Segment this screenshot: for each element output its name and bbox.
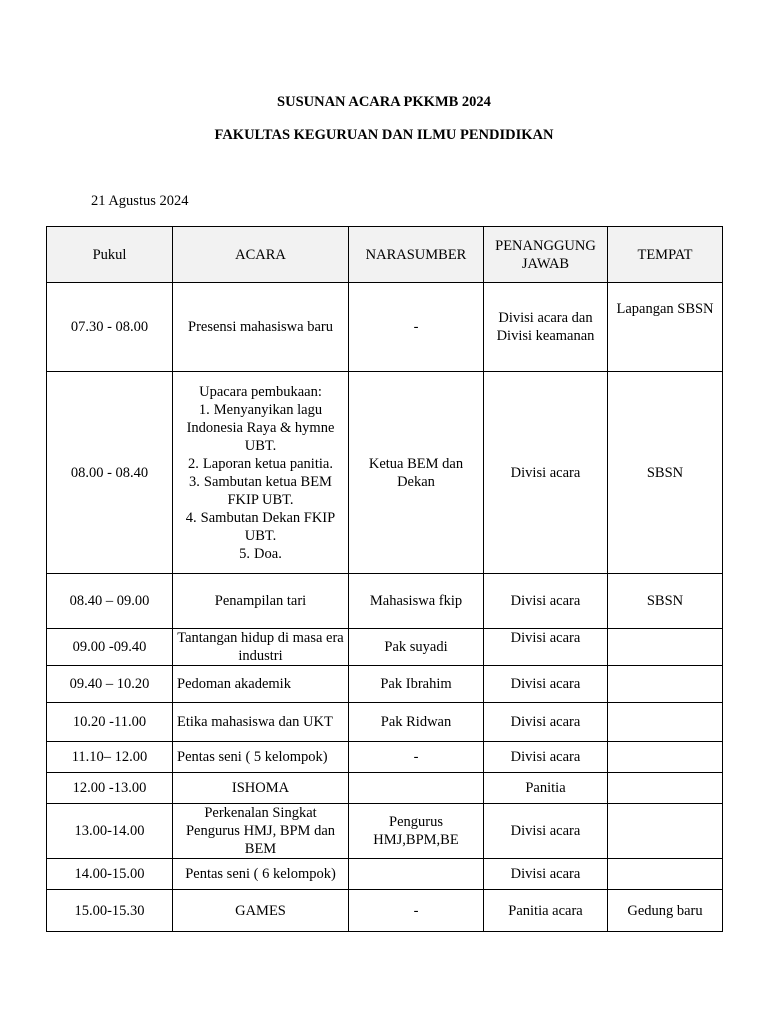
table-row	[47, 859, 723, 890]
table-row	[47, 283, 723, 372]
table-row	[47, 629, 723, 666]
list-number: 5.	[239, 545, 251, 562]
cell-speaker: Ketua BEM dan Dekan	[349, 372, 484, 574]
list-text: Sambutan ketua BEM FKIP UBT.	[203, 473, 332, 508]
list-item	[177, 401, 344, 455]
cell-time: 11.10– 12.00	[47, 742, 173, 773]
cell-time: 07.30 - 08.00	[47, 283, 173, 372]
cell-speaker: -	[349, 742, 484, 773]
list-text: Laporan ketua panitia.	[202, 455, 333, 472]
cell-place	[608, 773, 723, 804]
cell-event: Pentas seni ( 6 kelompok)	[173, 859, 349, 890]
list-text: Doa.	[254, 545, 282, 562]
cell-speaker: Mahasiswa fkip	[349, 574, 484, 629]
cell-place: Gedung baru	[608, 890, 723, 932]
cell-event: ISHOMA	[173, 773, 349, 804]
cell-time: 09.40 – 10.20	[47, 666, 173, 703]
table-row	[47, 804, 723, 859]
table-row	[47, 742, 723, 773]
column-header-acara: ACARA	[173, 227, 349, 283]
cell-place	[608, 666, 723, 703]
cell-speaker: Pak Ridwan	[349, 703, 484, 742]
schedule-table	[46, 226, 723, 932]
list-number: 4.	[185, 509, 197, 526]
cell-time: 09.00 -09.40	[47, 629, 173, 666]
cell-event: Pedoman akademik	[173, 666, 349, 703]
cell-event: GAMES	[173, 890, 349, 932]
table-row	[47, 703, 723, 742]
cell-time: 12.00 -13.00	[47, 773, 173, 804]
cell-place: Lapangan SBSN	[608, 283, 723, 372]
list-item	[177, 473, 344, 509]
cell-place	[608, 703, 723, 742]
cell-pic: Panitia acara	[484, 890, 608, 932]
cell-event: Penampilan tari	[173, 574, 349, 629]
list-number: 1.	[198, 401, 210, 418]
cell-pic: Panitia	[484, 773, 608, 804]
cell-pic: Divisi acara	[484, 372, 608, 574]
ceremony-intro: Upacara pembukaan:	[199, 383, 322, 400]
page-title: SUSUNAN ACARA PKKMB 2024	[277, 94, 491, 110]
column-header-tempat: TEMPAT	[608, 227, 723, 283]
cell-pic: Divisi acara	[484, 859, 608, 890]
cell-time: 10.20 -11.00	[47, 703, 173, 742]
ceremony-steps-list	[177, 401, 344, 563]
cell-pic: Divisi acara	[484, 742, 608, 773]
cell-speaker	[349, 859, 484, 890]
cell-speaker: Pak suyadi	[349, 629, 484, 666]
cell-place: SBSN	[608, 574, 723, 629]
table-row	[47, 890, 723, 932]
table-header-row	[47, 227, 723, 283]
cell-speaker: -	[349, 283, 484, 372]
cell-pic: Divisi acara	[484, 629, 608, 666]
cell-place: SBSN	[608, 372, 723, 574]
cell-speaker: Pengurus HMJ,BPM,BE	[349, 804, 484, 859]
table-row	[47, 574, 723, 629]
cell-speaker	[349, 773, 484, 804]
cell-event: Pentas seni ( 5 kelompok)	[173, 742, 349, 773]
cell-pic: Divisi acara	[484, 703, 608, 742]
column-header-pukul: Pukul	[47, 227, 173, 283]
cell-time: 15.00-15.30	[47, 890, 173, 932]
cell-place	[608, 859, 723, 890]
cell-speaker: Pak Ibrahim	[349, 666, 484, 703]
column-header-penanggung-jawab: PENANGGUNG JAWAB	[484, 227, 608, 283]
cell-event: Perkenalan Singkat Pengurus HMJ, BPM dan BEM	[173, 804, 349, 859]
table-row	[47, 773, 723, 804]
list-item	[177, 545, 344, 563]
cell-pic: Divisi acara dan Divisi keamanan	[484, 283, 608, 372]
cell-event	[173, 372, 349, 574]
cell-event: Presensi mahasiswa baru	[173, 283, 349, 372]
cell-event: Etika mahasiswa dan UKT	[173, 703, 349, 742]
cell-time: 08.00 - 08.40	[47, 372, 173, 574]
page-subtitle: FAKULTAS KEGURUAN DAN ILMU PENDIDIKAN	[214, 127, 554, 143]
cell-time: 13.00-14.00	[47, 804, 173, 859]
list-item	[177, 455, 344, 473]
table-row	[47, 666, 723, 703]
list-number: 2.	[188, 455, 199, 472]
cell-pic: Divisi acara	[484, 666, 608, 703]
table-row	[47, 372, 723, 574]
list-item	[177, 509, 344, 545]
event-date: 21 Agustus 2024	[91, 193, 189, 209]
cell-speaker: -	[349, 890, 484, 932]
cell-event: Tantangan hidup di masa era industri	[173, 629, 349, 666]
list-number: 3.	[189, 473, 200, 490]
cell-place	[608, 629, 723, 666]
list-text: Sambutan Dekan FKIP UBT.	[200, 509, 336, 544]
cell-pic: Divisi acara	[484, 574, 608, 629]
list-text: Menyanyikan lagu Indonesia Raya & hymne UBT.	[186, 401, 335, 454]
cell-time: 08.40 – 09.00	[47, 574, 173, 629]
cell-time: 14.00-15.00	[47, 859, 173, 890]
column-header-narasumber: NARASUMBER	[349, 227, 484, 283]
cell-place	[608, 742, 723, 773]
cell-pic: Divisi acara	[484, 804, 608, 859]
cell-place	[608, 804, 723, 859]
